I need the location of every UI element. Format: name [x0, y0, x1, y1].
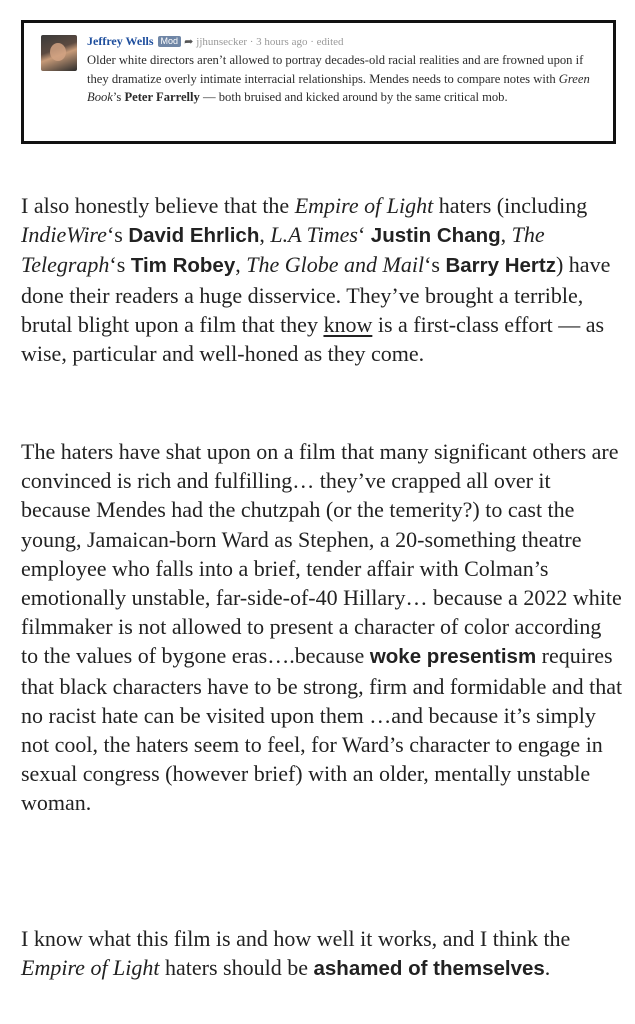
avatar[interactable]	[41, 35, 77, 71]
quoted-comment	[21, 20, 616, 144]
emphasis-woke-presentism: woke presentism	[369, 645, 537, 669]
critic-name: Barry Hertz	[445, 254, 556, 278]
outlet-globe-and-mail: The Globe and Mail	[246, 252, 425, 278]
critic-name: Justin Chang	[370, 224, 501, 248]
paragraph-2: The haters have shat upon on a film that many significant others are convinced is rich and fulfilling… they’ve crapped all over it because Mendes had the chutzpah (or the temerity?) to cast the young, Jamaican-born Ward as Stephen, a 20-something theatre employee who falls into a brief, tender affair with Colman’s emotionally unstable, far-side-of-40 Hillary… because a 2022 white filmmaker is not allowed to present a character of color according to the values of bygone eras….because woke presentism requires that black characters have to be strong, firm and formidable and that no racist hate can be visited upon them …and because it’s simply not cool, the haters seem to feel, for Ward’s character to engage in sexual congress (however brief) with an older, mentally unstable woman.	[21, 439, 623, 816]
emphasis-ashamed: ashamed of themselves	[313, 957, 545, 981]
comment-film-title: Green Book	[87, 71, 590, 104]
mod-badge: Mod	[158, 36, 182, 47]
outlet-indiewire: IndieWire	[21, 222, 107, 248]
comment-author[interactable]: Jeffrey Wells	[87, 34, 154, 48]
critic-name: David Ehrlich	[128, 224, 260, 248]
critic-name: Tim Robey	[130, 254, 236, 278]
film-title: Empire of Light	[294, 193, 434, 218]
paragraph-1: I also honestly believe that the Empire of Light haters (including IndieWire‘s David Ehrlich, L.A Times‘ Justin Chang, The Telegraph‘s Tim Robey, The Globe and Mail‘s Barry Hertz) have done their readers a huge disservice. They’ve brought a terrible, brutal blight upon a film that they know is a first-class effort — as wise, particular and well-honed as they come.	[21, 193, 611, 367]
comment-meta: · 3 hours ago · edited	[249, 36, 344, 48]
comment-text: Older white directors aren’t allowed to portray decades-old racial realities and are frowned upon if they dramatize overly intimate interracial relationships. Mendes needs to compare notes with Green Book’s Peter Farrelly — both bruised and kicked around by the same critical mob.	[87, 53, 590, 104]
outlet-latimes: L.A Times	[270, 222, 358, 248]
outlet-telegraph: The Telegraph	[21, 222, 545, 278]
paragraph-3: I know what this film is and how well it works, and I think the Empire of Light haters should be ashamed of themselves.	[21, 926, 571, 981]
comment-header	[87, 33, 344, 50]
reply-arrow-icon: ➦	[184, 36, 194, 48]
comment-person: Peter Farrelly	[124, 90, 200, 104]
film-title: Empire of Light	[21, 955, 160, 981]
emphasis-know: know	[323, 311, 373, 337]
reply-to-user[interactable]: jjhunsecker	[196, 36, 247, 48]
